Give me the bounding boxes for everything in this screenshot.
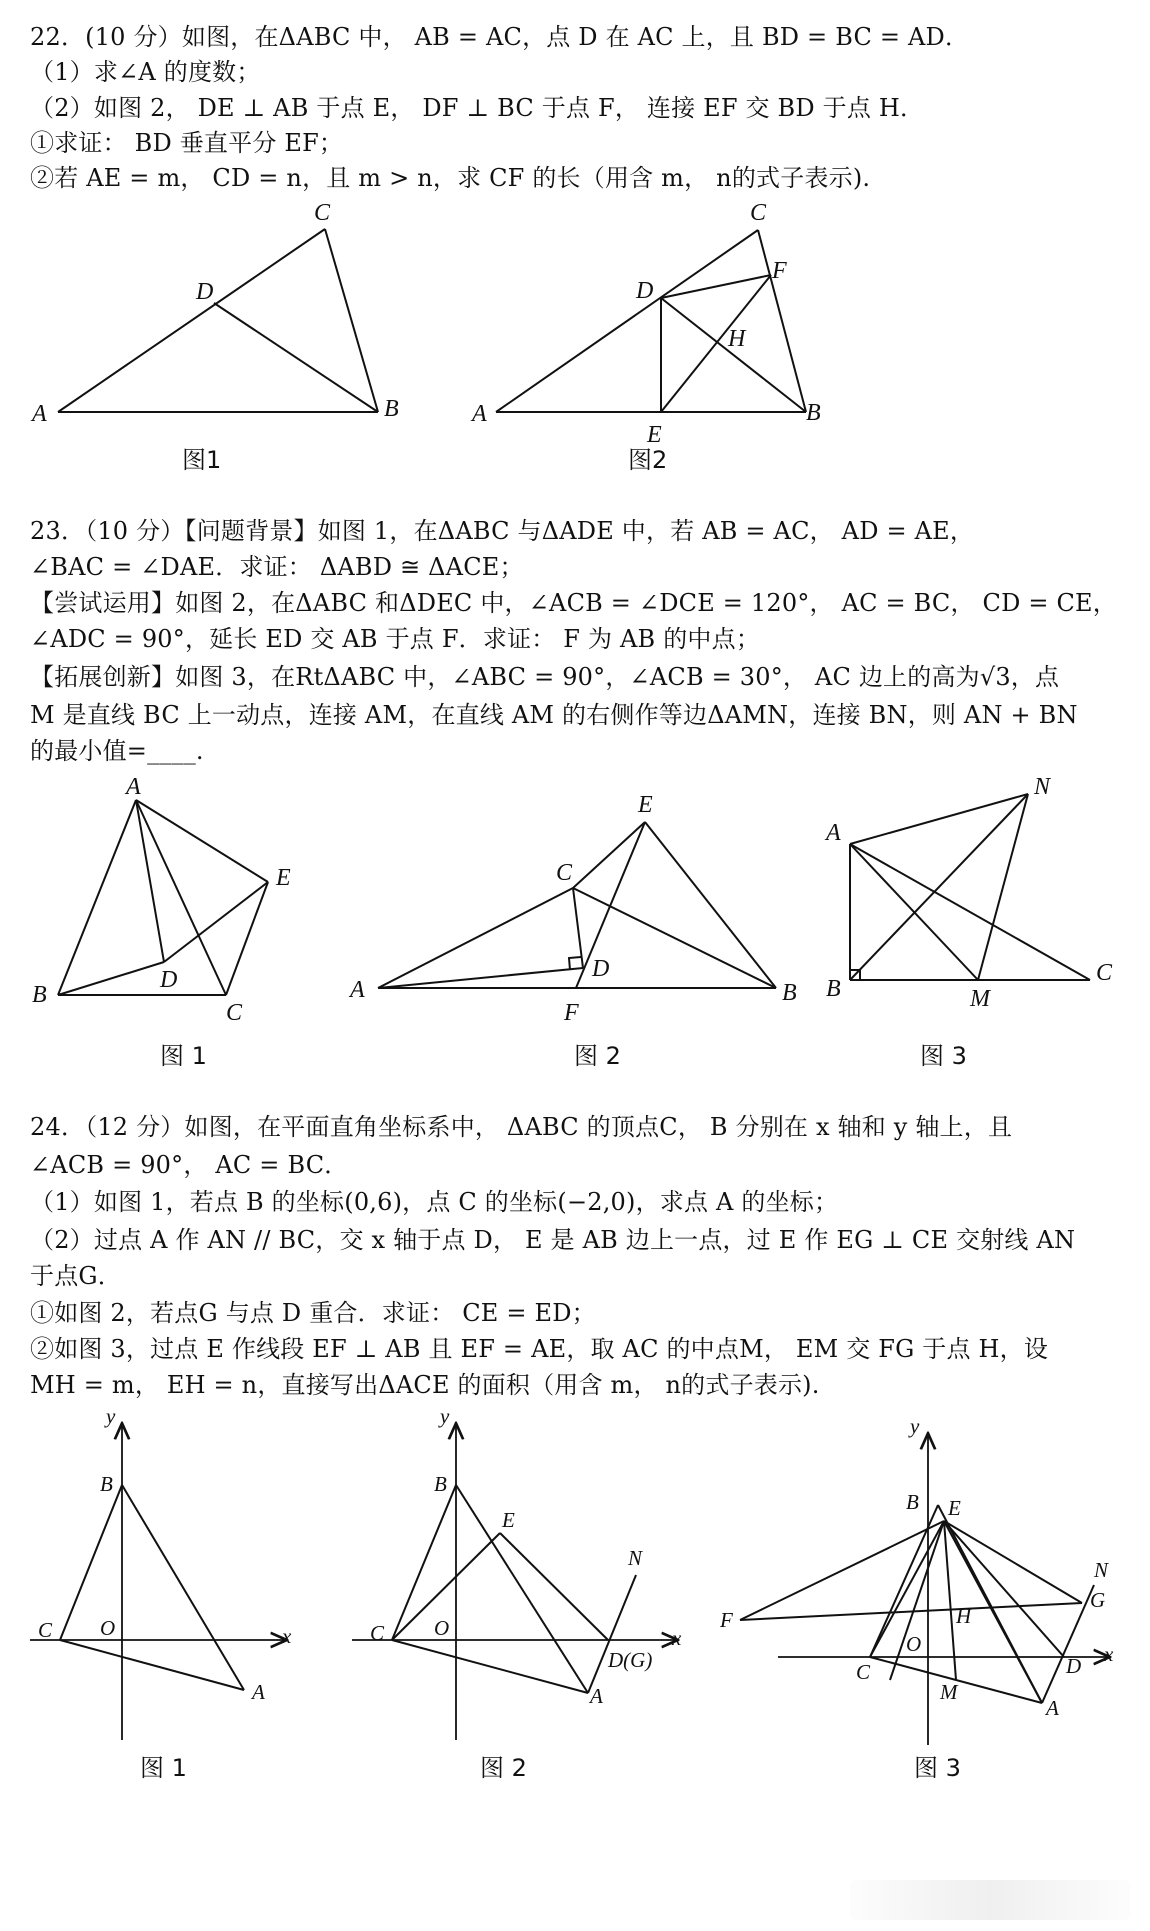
- q22-figures-svg: [0, 190, 1150, 480]
- q24-fig1-label-y: y: [106, 1405, 116, 1428]
- q24-fig2-label-o: O: [434, 1616, 450, 1640]
- q22-figures: [0, 190, 1150, 480]
- q23-stem: 23．（10 分）【问题背景】如图 1，在ΔABC 与ΔADE 中，若 AB = AC， AD = AE，: [30, 517, 975, 545]
- q23-fig1-caption: 图 1: [160, 1042, 207, 1070]
- q23-extend: 【拓展创新】如图 3，在RtΔABC 中，∠ABC = 90°，∠ACB = 30°， AC 边上的高为√3，点: [30, 663, 1060, 691]
- q22-part2: （2）如图 2， DE ⊥ AB 于点 E， DF ⊥ BC 于点 F， 连接 EF 交 BD 于点 H．: [30, 94, 925, 122]
- q23-fig2-label-f: F: [564, 1000, 579, 1026]
- q23-fig2-label-a: A: [350, 977, 365, 1003]
- q23-fig2-label-c: C: [556, 860, 573, 886]
- q24-fig3-label-d: D: [1066, 1654, 1082, 1678]
- q22-fig1-label-c: C: [314, 200, 331, 226]
- q24-figures: [0, 1405, 1150, 1805]
- q23-fig1-label-b: B: [32, 982, 47, 1008]
- q24-fig3-label-e: E: [948, 1496, 961, 1520]
- q23-fig2-caption: 图 2: [574, 1042, 621, 1070]
- q24-fig1-label-o: O: [100, 1616, 116, 1640]
- q22-stem: 22．(10 分）如图，在ΔABC 中， AB = AC，点 D 在 AC 上，且 BD = BC = AD．: [30, 23, 970, 51]
- q24-fig2-label-dg: D(G): [608, 1648, 653, 1672]
- q24-fig3-caption: 图 3: [914, 1754, 961, 1782]
- q24-figures-svg: [0, 1405, 1150, 1805]
- q23-fig1-label-d: D: [160, 967, 178, 993]
- q24-fig3-label-x: x: [1104, 1642, 1114, 1666]
- q23-fig3-label-a: A: [826, 820, 841, 846]
- q24-part2: （2）过点 A 作 AN // BC，交 x 轴于点 D， E 是 AB 边上一点，过 E 作 EG ⊥ CE 交射线 AN: [30, 1226, 1076, 1254]
- q24-fig1-caption: 图 1: [140, 1754, 187, 1782]
- q24-stem: 24．（12 分）如图，在平面直角坐标系中， ΔABC 的顶点C， B 分别在 x 轴和 y 轴上，且: [30, 1113, 1013, 1141]
- q24-part2-1: ①如图 2，若点G 与点 D 重合．求证： CE = ED；: [30, 1299, 596, 1327]
- q23-figures-svg: [0, 770, 1150, 1080]
- q24-fig1: [30, 1405, 292, 1782]
- q24-fig3-label-a: A: [1046, 1696, 1059, 1720]
- q24-fig1-label-c: C: [38, 1618, 53, 1642]
- q22-fig2: [470, 200, 821, 474]
- q24-fig1-label-a: A: [252, 1680, 265, 1704]
- q24-fig3-label-o: O: [906, 1632, 922, 1656]
- q23-fig3-label-c: C: [1096, 960, 1113, 986]
- q23-fig3-caption: 图 3: [920, 1042, 967, 1070]
- q22-fig2-caption: 图2: [628, 446, 668, 474]
- q22-fig2-label-e: E: [647, 422, 662, 448]
- q24-fig2-label-a: A: [590, 1684, 603, 1708]
- q24-fig3: [719, 1414, 1114, 1782]
- q24-fig2-label-y: y: [440, 1405, 450, 1428]
- q23-fig1-label-e: E: [276, 865, 291, 891]
- q24-fig3-label-m: M: [940, 1680, 958, 1704]
- q23-fig2-label-b: B: [782, 980, 797, 1006]
- q24-fig2-label-x: x: [672, 1626, 682, 1650]
- q23-fig1: [32, 774, 291, 1070]
- q23-fig2-label-e: E: [638, 792, 653, 818]
- q24-fig3-label-g: G: [1090, 1588, 1106, 1612]
- q23-extend-cont: M 是直线 BC 上一动点，连接 AM，在直线 AM 的右侧作等边ΔAMN，连接 BN，则 AN + BN: [30, 701, 1078, 729]
- q22-fig1: [30, 200, 399, 474]
- q23-fig3-label-n: N: [1034, 774, 1051, 800]
- q22-fig2-label-d: D: [636, 278, 654, 304]
- q22-fig2-label-f: F: [772, 258, 787, 284]
- q23-fig3-label-b: B: [826, 976, 841, 1002]
- q24-part1: （1）如图 1，若点 B 的坐标(0,6)，点 C 的坐标(−2,0)，求点 A 的坐标；: [30, 1188, 839, 1216]
- q23-try: 【尝试运用】如图 2，在ΔABC 和ΔDEC 中，∠ACB = ∠DCE = 120°， AC = BC， CD = CE，: [30, 589, 1117, 617]
- q22-part2-1: ①求证： BD 垂直平分 EF；: [30, 129, 344, 157]
- q24-fig1-label-x: x: [282, 1624, 292, 1648]
- watermark: [850, 1880, 1130, 1920]
- q24-stem-cont: ∠ACB = 90°， AC = BC．: [30, 1151, 349, 1179]
- q24-fig3-label-c: C: [856, 1660, 871, 1684]
- q24-fig3-label-f: F: [720, 1608, 733, 1632]
- q22-fig2-label-h: H: [728, 326, 746, 352]
- q23-fig3: [824, 774, 1113, 1070]
- q22-fig2-label-a: A: [472, 401, 487, 427]
- q24-fig1-label-b: B: [100, 1472, 113, 1496]
- q24-fig3-label-n: N: [1094, 1558, 1109, 1582]
- q24-fig2-caption: 图 2: [480, 1754, 527, 1782]
- q22-fig1-label-a: A: [32, 401, 47, 427]
- q22-part1: （1）求∠A 的度数；: [30, 58, 261, 86]
- q24-part2-2-cont: MH = m， EH = n，直接写出ΔACE 的面积（用含 m， n的式子表示).: [30, 1371, 820, 1399]
- q23-fig2-label-d: D: [592, 956, 610, 982]
- q24-fig2-label-n: N: [628, 1546, 643, 1570]
- q24-fig2-label-b: B: [434, 1472, 447, 1496]
- q23-extend-answer: 的最小值=____.: [30, 737, 204, 765]
- q24-fig3-label-h: H: [956, 1604, 972, 1628]
- q23-try-cont: ∠ADC = 90°，延长 ED 交 AB 于点 F．求证： F 为 AB 的中点；: [30, 625, 761, 653]
- q23-fig3-label-m: M: [970, 986, 990, 1012]
- q24-part2-2: ②如图 3，过点 E 作线段 EF ⊥ AB 且 EF = AE，取 AC 的中点M， EM 交 FG 于点 H，设: [30, 1335, 1049, 1363]
- q24-part2-cont: 于点G．: [30, 1262, 122, 1290]
- q22-fig2-label-c: C: [750, 200, 767, 226]
- q23-fig1-label-c: C: [226, 1000, 243, 1026]
- q22-fig1-label-d: D: [196, 279, 214, 305]
- q22-fig1-label-b: B: [384, 396, 399, 422]
- q23-stem-cont: ∠BAC = ∠DAE．求证： ΔABD ≅ ΔACE；: [30, 553, 524, 581]
- q23-fig1-label-a: A: [126, 774, 141, 800]
- q24-fig3-label-b: B: [906, 1490, 919, 1514]
- q22-fig1-caption: 图1: [182, 446, 222, 474]
- q24-fig2-label-e: E: [502, 1508, 515, 1532]
- q24-fig2: [352, 1405, 682, 1782]
- q24-fig2-label-c: C: [370, 1621, 385, 1645]
- q23-figures: [0, 770, 1150, 1080]
- q22-fig2-label-b: B: [806, 400, 821, 426]
- q24-fig3-label-y: y: [910, 1414, 920, 1438]
- q22-part2-2: ②若 AE = m， CD = n，且 m > n，求 CF 的长（用含 m， n的式子表示).: [30, 164, 871, 192]
- q23-fig2: [348, 792, 797, 1070]
